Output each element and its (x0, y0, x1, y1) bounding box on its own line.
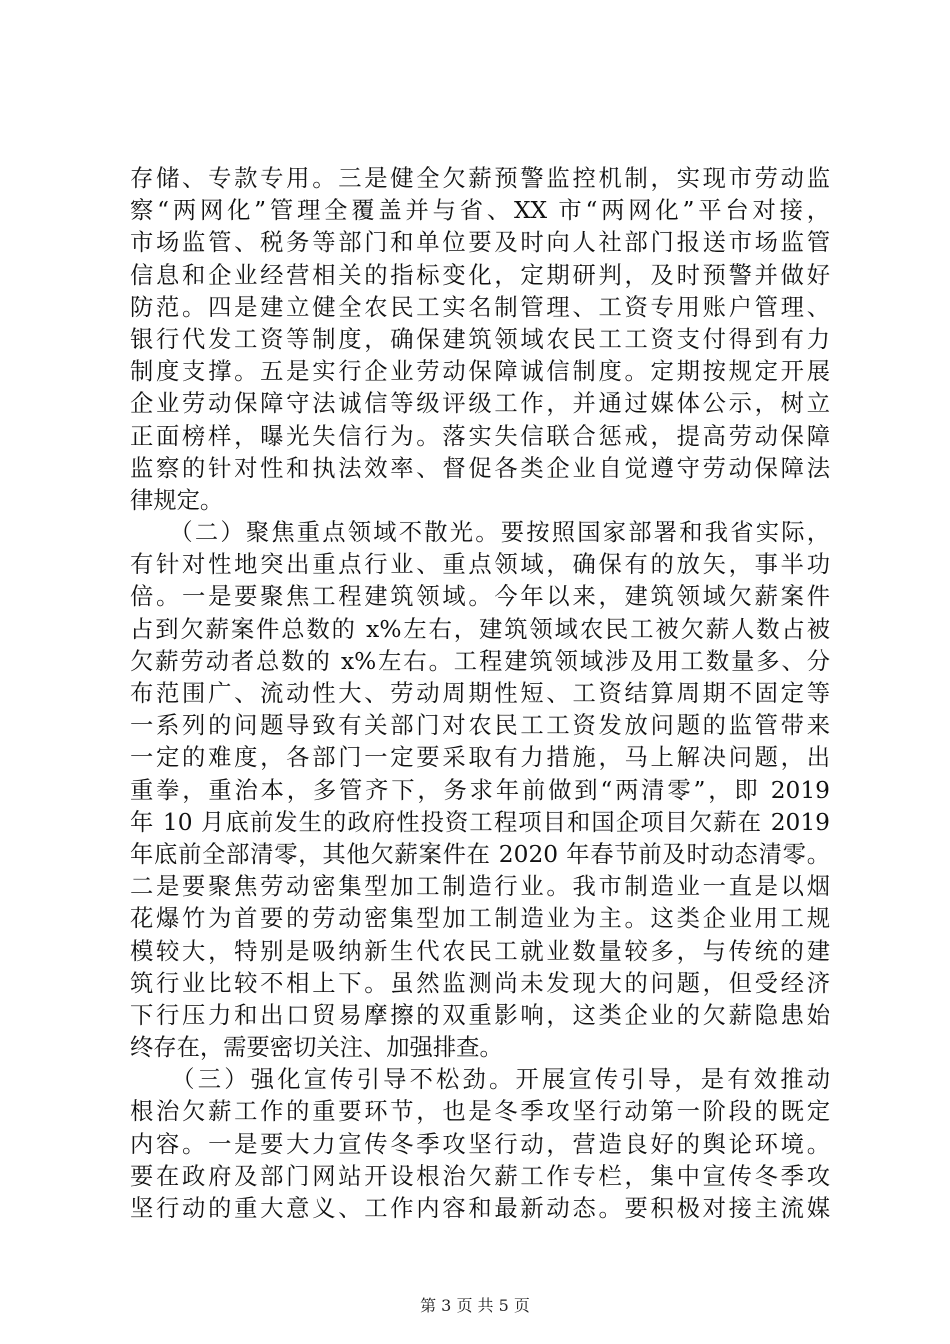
section-heading-line: （二）聚焦重点领域不散光。要按照国家部署和我省实际， (130, 519, 830, 547)
text-line: 市场监管、税务等部门和单位要及时向人社部门报送市场监管 (130, 229, 830, 257)
text-line: 防范。四是建立健全农民工实名制管理、工资专用账户管理、 (130, 293, 830, 321)
text-line: 布范围广、流动性大、劳动周期性短、工资结算周期不固定等 (130, 680, 830, 707)
text-line: 模较大，特别是吸纳新生代农民工就业数量较多，与传统的建 (130, 937, 830, 965)
text-line: 银行代发工资等制度，确保建筑领域农民工工资支付得到有力 (130, 325, 830, 353)
text-line: 终存在，需要密切关注、加强排查。 (130, 1034, 503, 1062)
text-line: 欠薪劳动者总数的 x%左右。工程建筑领域涉及用工数量多、分 (130, 647, 830, 675)
text-line: 正面榜样，曝光失信行为。落实失信联合惩戒，提高劳动保障 (130, 422, 830, 450)
text-line: 要在政府及部门网站开设根治欠薪工作专栏，集中宣传冬季攻 (130, 1162, 830, 1190)
page-number-footer: 第 3 页 共 5 页 (420, 1296, 530, 1315)
text-line: 一系列的问题导致有关部门对农民工工资发放问题的监管带来 (130, 712, 830, 740)
text-line: 存储、专款专用。三是健全欠薪预警监控机制，实现市劳动监 (130, 165, 830, 192)
text-line: 企业劳动保障守法诚信等级评级工作，并通过媒体公示，树立 (130, 390, 830, 418)
text-line: 察“两网化”管理全覆盖并与省、XX 市“两网化”平台对接， (130, 197, 830, 225)
text-line: 坚行动的重大意义、工作内容和最新动态。要积极对接主流媒 (130, 1195, 830, 1222)
text-line: 花爆竹为首要的劳动密集型加工制造业为主。这类企业用工规 (130, 905, 830, 933)
text-line: 倍。一是要聚焦工程建筑领域。今年以来，建筑领域欠薪案件 (130, 583, 830, 611)
text-line: 重拳，重治本，多管齐下，务求年前做到“两清零”，即 2019 (130, 776, 830, 804)
text-line: 律规定。 (130, 486, 224, 514)
text-line: 信息和企业经营相关的指标变化，定期研判，及时预警并做好 (130, 261, 830, 289)
document-body (130, 163, 830, 1225)
text-line: 占到欠薪案件总数的 x%左右，建筑领域农民工被欠薪人数占被 (130, 615, 830, 643)
section-heading-line: （三）强化宣传引导不松劲。开展宣传引导，是有效推动 (130, 1066, 830, 1094)
text-line: 年 10 月底前发生的政府性投资工程项目和国企项目欠薪在 2019 (130, 808, 830, 836)
text-line: 有针对性地突出重点行业、重点领域，确保有的放矢，事半功 (130, 551, 830, 579)
text-line: 内容。一是要大力宣传冬季攻坚行动，营造良好的舆论环境。 (130, 1130, 830, 1158)
text-line: 二是要聚焦劳动密集型加工制造行业。我市制造业一直是以烟 (130, 873, 830, 901)
text-line: 筑行业比较不相上下。虽然监测尚未发现大的问题，但受经济 (130, 969, 830, 997)
text-line: 监察的针对性和执法效率、督促各类企业自觉遵守劳动保障法 (130, 454, 830, 482)
text-line: 制度支撑。五是实行企业劳动保障诚信制度。定期按规定开展 (130, 358, 830, 386)
text-line: 一定的难度，各部门一定要采取有力措施，马上解决问题，出 (130, 744, 830, 772)
text-line: 根治欠薪工作的重要环节，也是冬季攻坚行动第一阶段的既定 (130, 1098, 830, 1126)
text-line: 年底前全部清零，其他欠薪案件在 2020 年春节前及时动态清零。 (130, 840, 830, 868)
text-line: 下行压力和出口贸易摩擦的双重影响，这类企业的欠薪隐患始 (130, 1001, 830, 1029)
